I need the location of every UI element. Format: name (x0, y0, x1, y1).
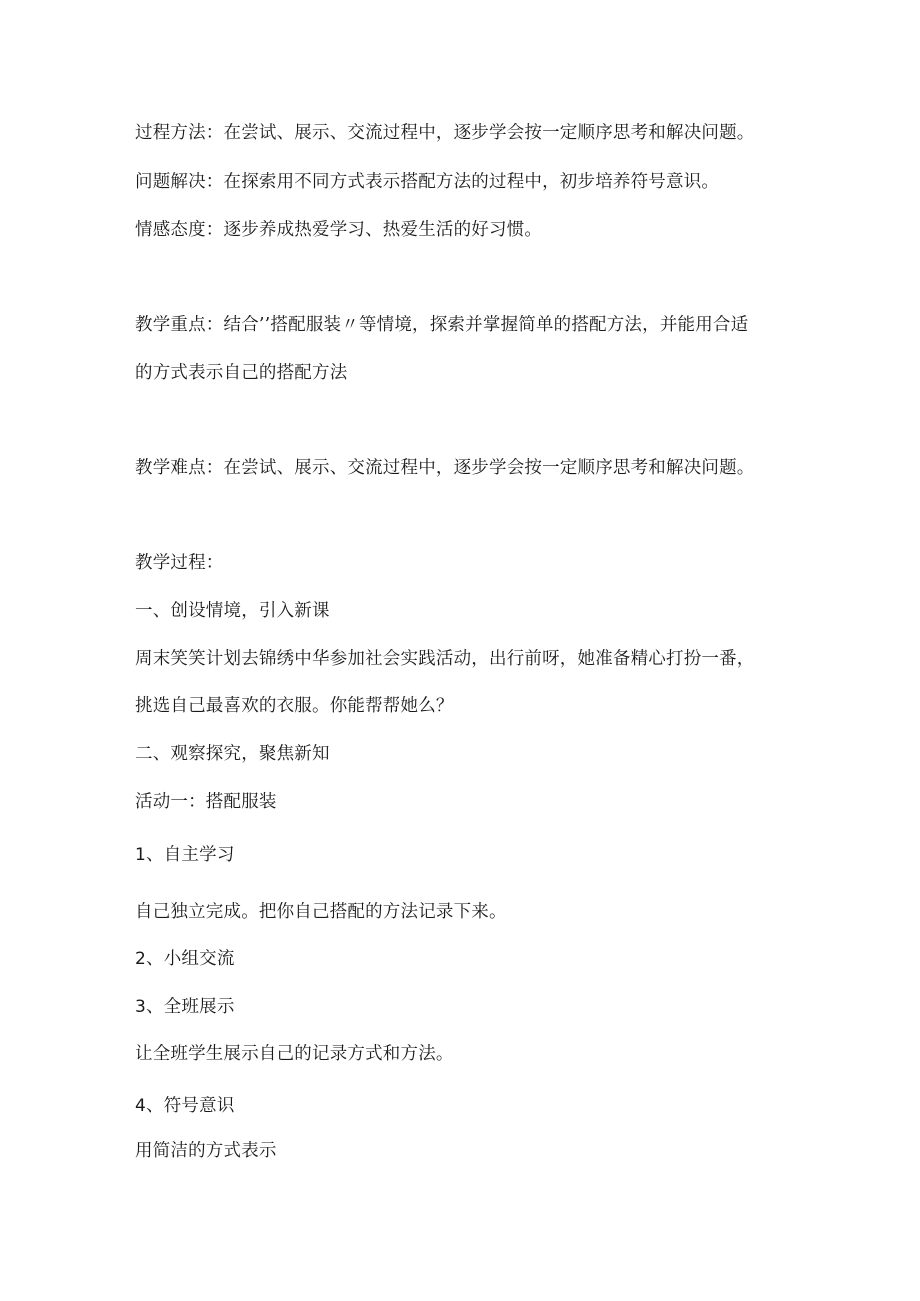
goal-attitude: 情感态度：逐步养成热爱学习、热爱生活的好习惯。 (135, 220, 543, 240)
step-label: 、自主学习 (146, 845, 235, 865)
section1-title: 一、创设情境，引入新课 (135, 601, 330, 621)
difficulty-line: 教学难点：在尝试、展示、交流过程中，逐步学会按一定顺序思考和解决问题。 (135, 458, 755, 478)
step-number: 3 (135, 997, 147, 1017)
key-point-line-1: 教学重点：结合’’搭配服装〃等情境，探索并掌握简单的搭配方法，并能用合适 (135, 315, 749, 335)
goal-problem-solving: 问题解决：在探索用不同方式表示搭配方法的过程中，初步培养符号意识。 (135, 172, 720, 192)
goal-process-method: 过程方法：在尝试、展示、交流过程中，逐步学会按一定顺序思考和解决问题。 (135, 123, 755, 143)
step-number: 4 (135, 1096, 147, 1116)
step-number: 2 (135, 949, 147, 969)
activity-title: 活动一：搭配服装 (135, 792, 277, 812)
step-label: 、小组交流 (146, 949, 235, 969)
step-label: 、符号意识 (146, 1096, 235, 1116)
step-1 (135, 843, 815, 867)
step-2 (135, 947, 815, 971)
section1-text-line-2: 挑选自己最喜欢的衣服。你能帮帮她么？ (135, 696, 454, 716)
key-point-line-2: 的方式表示自己的搭配方法 (135, 363, 348, 383)
step-3-text: 让全班学生展示自己的记录方式和方法。 (135, 1044, 454, 1064)
step-3 (135, 995, 815, 1019)
step-4 (135, 1094, 815, 1118)
process-heading: 教学过程： (135, 553, 224, 573)
step-label: 、全班展示 (146, 997, 235, 1017)
section2-title: 二、观察探究，聚焦新知 (135, 744, 330, 764)
step-4-text: 用简洁的方式表示 (135, 1141, 277, 1161)
step-1-text: 自己独立完成。把你自己搭配的方法记录下来。 (135, 902, 507, 922)
section1-text-line-1: 周末笑笑计划去锦绣中华参加社会实践活动，出行前呀，她准备精心打扮一番， (135, 649, 755, 669)
step-number: 1 (135, 845, 147, 865)
